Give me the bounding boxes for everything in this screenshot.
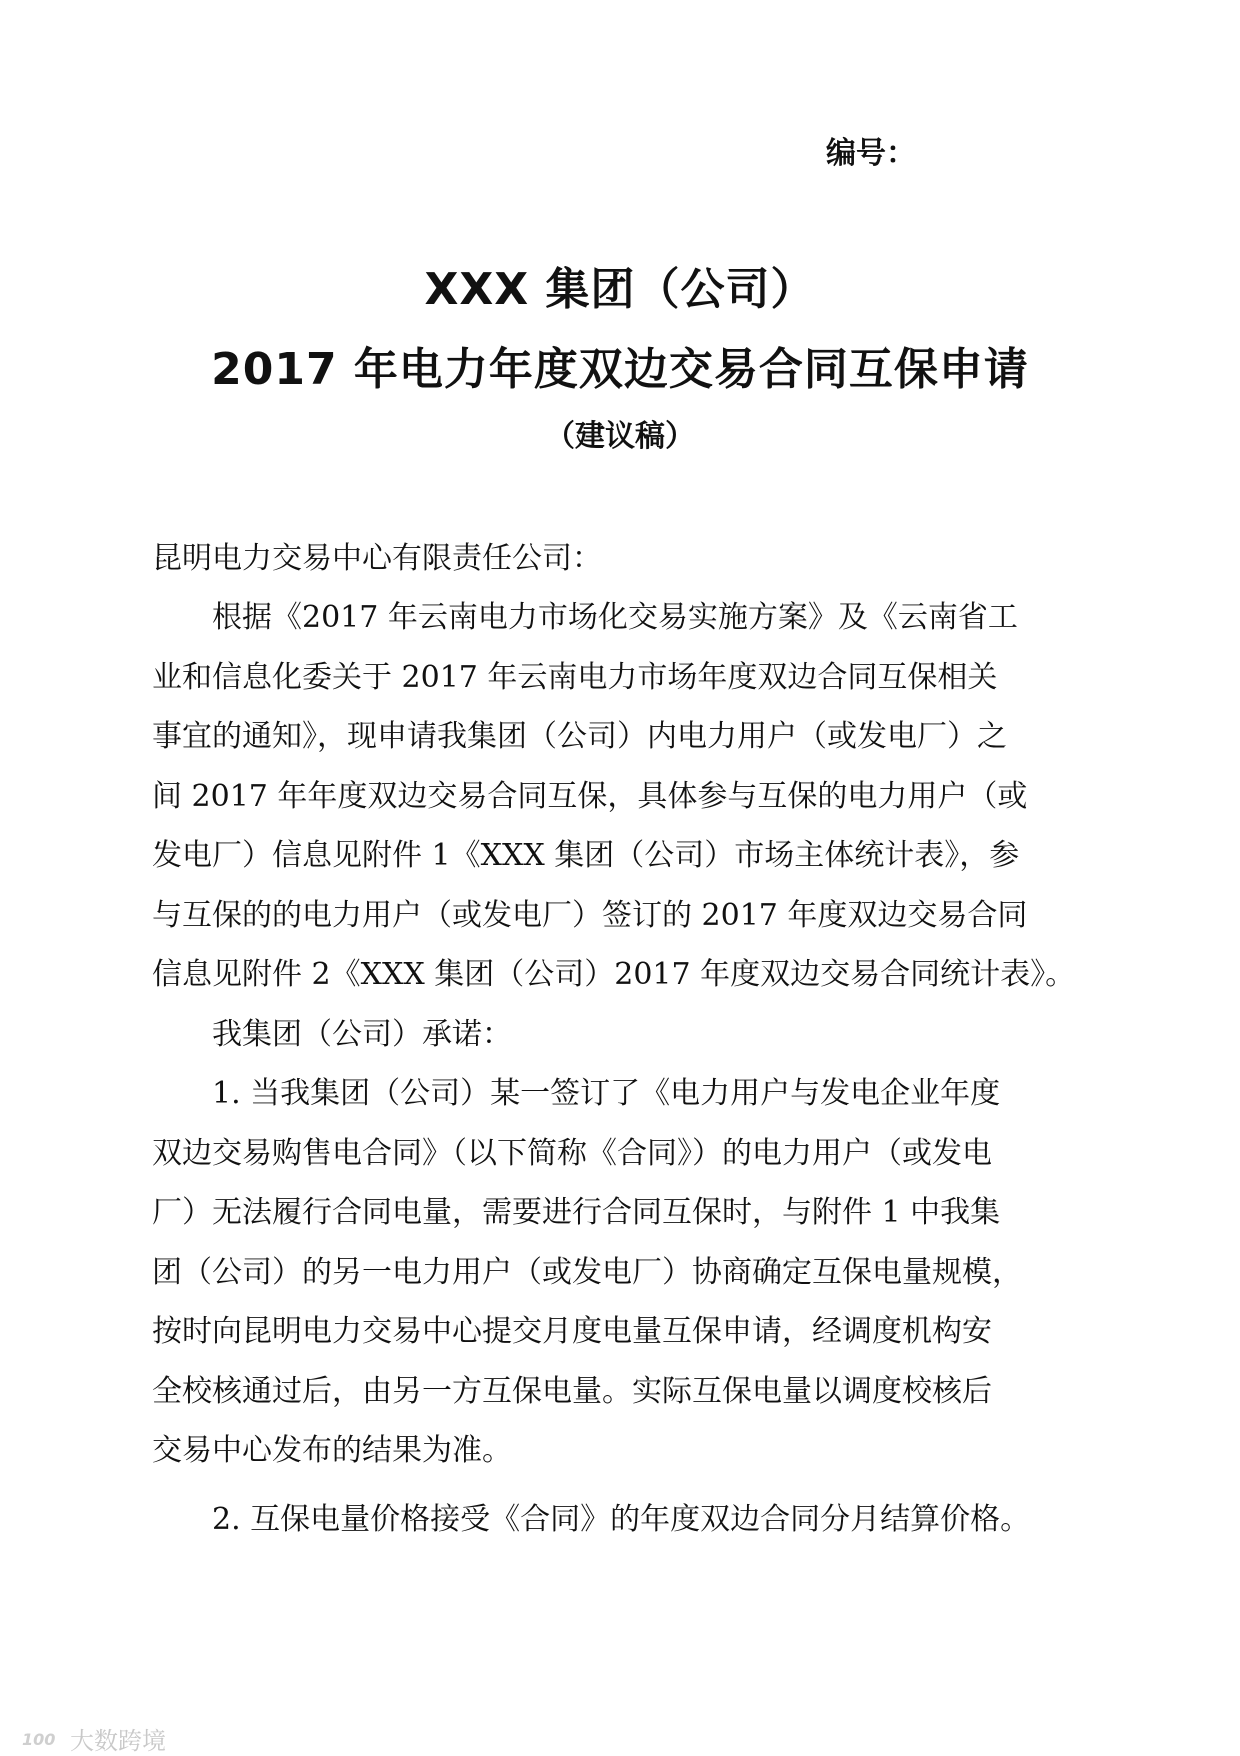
watermark: [22, 1721, 166, 1756]
body-line: 按时向昆明电力交易中心提交月度电量互保申请，经调度机构安: [152, 1314, 992, 1349]
body-line: 事宜的通知》，现申请我集团（公司）内电力用户（或发电厂）之: [152, 719, 1007, 754]
document-title-line-2: 2017 年电力年度双边交易合同互保申请: [211, 344, 1029, 395]
body-line: 与互保的的电力用户（或发电厂）签订的 2017 年度双边交易合同: [152, 898, 1028, 933]
body-line: 全校核通过后，由另一方互保电量。实际互保电量以调度校核后: [152, 1374, 992, 1409]
body-line: 信息见附件 2《XXX 集团（公司）2017 年度双边交易合同统计表》。: [152, 957, 1076, 992]
body-line: 1. 当我集团（公司）某一签订了《电力用户与发电企业年度: [212, 1076, 1001, 1111]
draft-note: （建议稿）: [545, 419, 695, 454]
body-line: 双边交易购售电合同》（以下简称《合同》）的电力用户（或发电: [152, 1136, 992, 1171]
body-line: 发电厂）信息见附件 1《XXX 集团（公司）市场主体统计表》，参: [152, 838, 1020, 873]
watermark-logo-icon: [22, 1728, 64, 1750]
body-line: 团（公司）的另一电力用户（或发电厂）协商确定互保电量规模，: [152, 1255, 1022, 1290]
document-title-line-1: XXX 集团（公司）: [424, 264, 816, 315]
body-line: 2. 互保电量价格接受《合同》的年度双边合同分月结算价格。: [212, 1502, 1031, 1537]
body-line: 交易中心发布的结果为准。: [152, 1433, 512, 1468]
body-line: 厂）无法履行合同电量，需要进行合同互保时，与附件 1 中我集: [152, 1195, 1001, 1230]
document-number-label: 编号：: [826, 136, 916, 171]
watermark-text: 大数跨境: [70, 1727, 166, 1755]
commitment-heading: 我集团（公司）承诺：: [212, 1017, 512, 1052]
body-line: 业和信息化委关于 2017 年云南电力市场年度双边合同互保相关: [152, 660, 998, 695]
addressee-line: 昆明电力交易中心有限责任公司：: [152, 541, 602, 576]
svg-text:100: 100: [22, 1729, 56, 1749]
body-line: 根据《2017 年云南电力市场化交易实施方案》及《云南省工: [212, 600, 1018, 635]
body-line: 间 2017 年年度双边交易合同互保，具体参与互保的电力用户（或: [152, 779, 1028, 814]
